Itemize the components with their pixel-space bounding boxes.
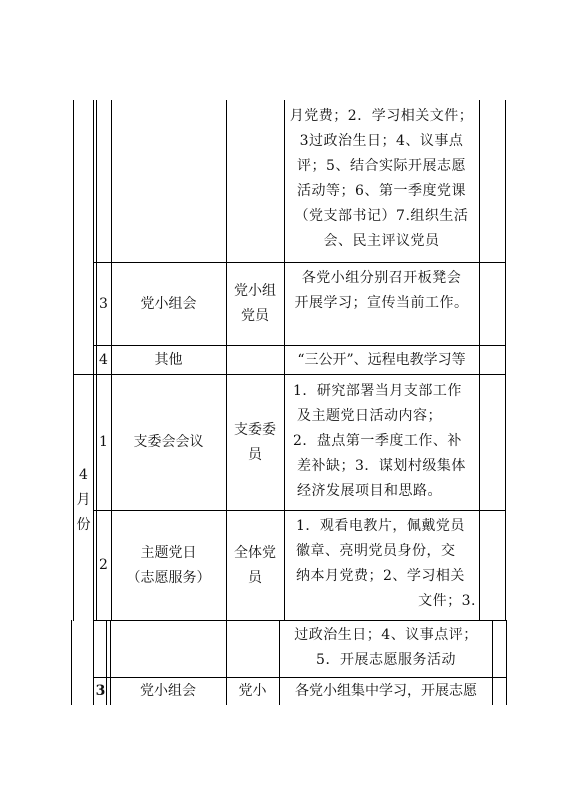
column-border <box>93 100 94 621</box>
participants-cell: 党小 <box>238 683 267 699</box>
content-cell: 1．观看电教片，佩戴党员 徽章、亮明党员身份，交 纳本月党费；2、学习相关 文件；3. <box>296 518 476 609</box>
column-border <box>106 620 107 705</box>
table-right-border <box>506 620 507 705</box>
content-cell: 月党费；2．学习相关文件； 3过政治生日；4、议事点 评；5、结合实际开展志愿 活动等；6、第一季度党课 （党支部书记）7.组织生活 会、民主评议党员 <box>289 108 474 249</box>
row-number: 4 <box>99 351 108 368</box>
content-cell: “三公开”、远程电教学习等 <box>297 351 466 368</box>
participants-cell: 全体党 员 <box>234 544 276 586</box>
item-cell: 其他 <box>154 351 183 368</box>
item-cell: 支委会会议 <box>133 434 204 450</box>
item-cell: 党小组会 <box>140 295 197 312</box>
table-right-border <box>505 100 506 621</box>
item-cell: 主题党日 （志愿服务） <box>126 544 211 586</box>
content-cell: 各党小组集中学习，开展志愿 <box>295 683 477 699</box>
participants-cell: 支委委 员 <box>234 421 276 463</box>
column-border <box>93 620 94 705</box>
month-label: 4 月 份 <box>76 466 91 533</box>
row-number: 3 <box>95 683 106 699</box>
item-cell: 党小组会 <box>140 683 196 699</box>
content-cell: 各党小组分别召开板凳会 开展学习；宣传当前工作。 <box>294 270 469 311</box>
row-number: 2 <box>99 557 108 573</box>
participants-cell: 党小组 党员 <box>234 283 276 324</box>
column-border <box>479 100 480 621</box>
content-cell: 过政治生日；4、议事点评； 5．开展志愿服务活动 <box>294 627 478 668</box>
content-cell: 1．研究部署当月支部工作 及主题党日活动内容； 2．盘点第一季度工作、补 差补缺；3．谋划村级集体 经济发展项目和思路。 <box>293 383 466 499</box>
table-left-border <box>71 620 72 705</box>
column-border <box>492 620 493 705</box>
row-number: 1 <box>99 434 108 450</box>
row-number: 3 <box>99 295 108 312</box>
row-border <box>93 620 505 621</box>
